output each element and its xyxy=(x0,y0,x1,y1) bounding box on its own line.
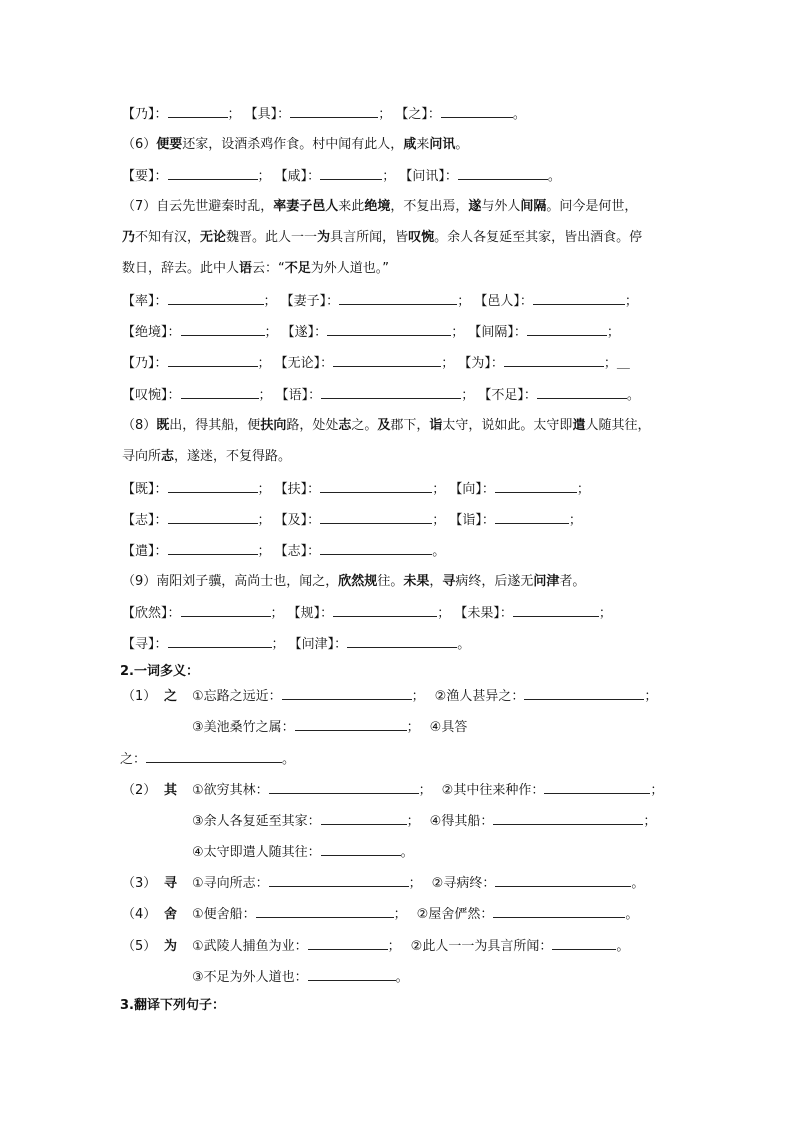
answer-blank[interactable] xyxy=(146,749,282,763)
answer-blank[interactable] xyxy=(282,686,412,700)
answer-blank[interactable] xyxy=(441,104,513,118)
vocab-row-c: 【率】： ； 【妻子】： ； 【邑人】： ； xyxy=(122,291,638,312)
polysemy-wei-row-1: （5） 为 ①武陵人捕鱼为业： ； ②此人一一为具言所闻： 。 xyxy=(122,936,629,957)
polysemy-qi-row-3: ④太守即遣人随其往： 。 xyxy=(192,842,414,863)
answer-blank[interactable] xyxy=(320,479,432,493)
answer-blank[interactable] xyxy=(552,936,616,950)
answer-blank[interactable] xyxy=(256,904,394,918)
answer-blank[interactable] xyxy=(269,873,409,887)
vocab-row-a: 【乃】： ； 【具】： ； 【之】： 。 xyxy=(122,104,526,125)
passage-sentence-8-line-1: （8）既出，得其船，便扶向路，处处志之。及郡下，诣太守，说如此。太守即遣人随其往， xyxy=(122,418,651,433)
vocab-row-j: 【欣然】： ； 【规】： ； 【未果】： ； xyxy=(122,603,612,624)
answer-blank[interactable] xyxy=(168,510,258,524)
answer-blank[interactable] xyxy=(527,322,607,336)
answer-blank[interactable] xyxy=(168,541,258,555)
vocab-row-b: 【要】： ； 【咸】： ； 【问讯】： 。 xyxy=(122,166,561,187)
key-word: 问讯 xyxy=(429,137,456,152)
passage-sentence-9: （9）南阳刘子骥，高尚士也，闻之，欣然规往。未果，寻病终，后遂无问津者。 xyxy=(122,574,586,589)
vocab-row-f: 【叹惋】： ； 【语】： ； 【不足】： 。 xyxy=(122,385,640,406)
answer-blank[interactable] xyxy=(347,634,457,648)
polysemy-zhi-row-2: ③美池桑竹之属： ； ④具答 xyxy=(192,717,467,738)
answer-blank[interactable] xyxy=(308,936,388,950)
polysemy-qi-row-1: （2） 其 ①欲穷其林： ； ②其中往来种作： ； xyxy=(122,780,663,801)
answer-blank[interactable] xyxy=(168,166,258,180)
passage-sentence-7-line-2: 乃不知有汉，无论魏晋。此人一一为具言所闻，皆叹惋。余人各复延至其家，皆出酒食。停 xyxy=(122,230,643,245)
answer-blank[interactable] xyxy=(513,603,599,617)
answer-blank[interactable] xyxy=(321,811,407,825)
answer-blank[interactable] xyxy=(181,603,271,617)
polysemy-xun-row: （3） 寻 ①寻向所志： ； ②寻病终： 。 xyxy=(122,873,644,894)
answer-blank[interactable] xyxy=(321,842,401,856)
vocab-row-h: 【志】： ； 【及】： ； 【诣】： ； xyxy=(122,510,582,531)
answer-blank[interactable] xyxy=(333,603,437,617)
answer-blank[interactable] xyxy=(458,166,548,180)
answer-blank[interactable] xyxy=(495,873,631,887)
polysemy-wei-row-2: ③不足为外人道也： 。 xyxy=(192,967,409,988)
passage-sentence-6: （6）便要还家，设酒杀鸡作食。村中闻有此人，咸来问讯。 xyxy=(122,137,469,152)
term-label: 【之】： xyxy=(395,107,441,122)
answer-blank[interactable] xyxy=(181,385,259,399)
answer-blank[interactable] xyxy=(168,479,258,493)
passage-sentence-7-line-1: （7）自云先世避秦时乱，率妻子邑人来此绝境，不复出焉，遂与外人间隔。问今是何世， xyxy=(122,199,638,214)
answer-blank[interactable] xyxy=(168,291,264,305)
answer-blank[interactable] xyxy=(269,780,419,794)
polysemy-she-row: （4） 舍 ①便舍船： ； ②屋舍俨然： 。 xyxy=(122,904,638,925)
answer-blank[interactable] xyxy=(544,780,650,794)
answer-blank[interactable] xyxy=(493,904,625,918)
vocab-row-d: 【绝境】： ； 【遂】： ； 【间隔】： ； xyxy=(122,322,620,343)
key-word: 咸 xyxy=(403,137,417,152)
answer-blank[interactable] xyxy=(504,353,604,367)
answer-blank[interactable] xyxy=(320,510,432,524)
answer-blank[interactable] xyxy=(524,686,644,700)
section-title-translation: 3.翻译下列句子： xyxy=(120,998,225,1013)
answer-blank[interactable] xyxy=(308,967,396,981)
answer-blank[interactable] xyxy=(168,104,228,118)
vocab-row-e: 【乃】： ； 【无论】： ； 【为】： ；＿ xyxy=(122,353,630,374)
polysemy-qi-row-2: ③余人各复延至其家： ； ④得其船： ； xyxy=(192,811,656,832)
section-title-polysemy: 2.一词多义： xyxy=(120,664,199,679)
vocab-row-g: 【既】： ； 【扶】： ； 【向】： ； xyxy=(122,479,590,500)
passage-sentence-8-line-2: 寻向所志，遂迷，不复得路。 xyxy=(122,449,292,464)
passage-sentence-7-line-3: 数日，辞去。此中人语云：“不足为外人道也。” xyxy=(122,261,390,276)
vocab-row-k: 【寻】： ； 【问津】： 。 xyxy=(122,634,470,655)
answer-blank[interactable] xyxy=(168,634,272,648)
answer-blank[interactable] xyxy=(339,291,457,305)
answer-blank[interactable] xyxy=(533,291,625,305)
answer-blank[interactable] xyxy=(181,322,265,336)
answer-blank[interactable] xyxy=(290,104,378,118)
answer-blank[interactable] xyxy=(493,811,643,825)
polysemy-zhi-row-1: （1） 之 ①忘路之远近： ； ②渔人甚异之： ； xyxy=(122,686,657,707)
term-label: 【具】： xyxy=(244,107,291,122)
key-word: 便要 xyxy=(156,137,183,152)
answer-blank[interactable] xyxy=(320,166,382,180)
answer-blank[interactable] xyxy=(321,385,461,399)
term-label: 【乃】： xyxy=(122,107,168,122)
answer-blank[interactable] xyxy=(327,322,451,336)
answer-blank[interactable] xyxy=(168,353,258,367)
answer-blank[interactable] xyxy=(295,717,407,731)
answer-blank[interactable] xyxy=(495,510,569,524)
answer-blank[interactable] xyxy=(333,353,441,367)
answer-blank[interactable] xyxy=(495,479,577,493)
answer-blank[interactable] xyxy=(537,385,627,399)
vocab-row-i: 【遣】： ； 【志】： 。 xyxy=(122,541,445,562)
polysemy-zhi-row-3: 之： 。 xyxy=(120,749,295,770)
answer-blank[interactable] xyxy=(320,541,432,555)
